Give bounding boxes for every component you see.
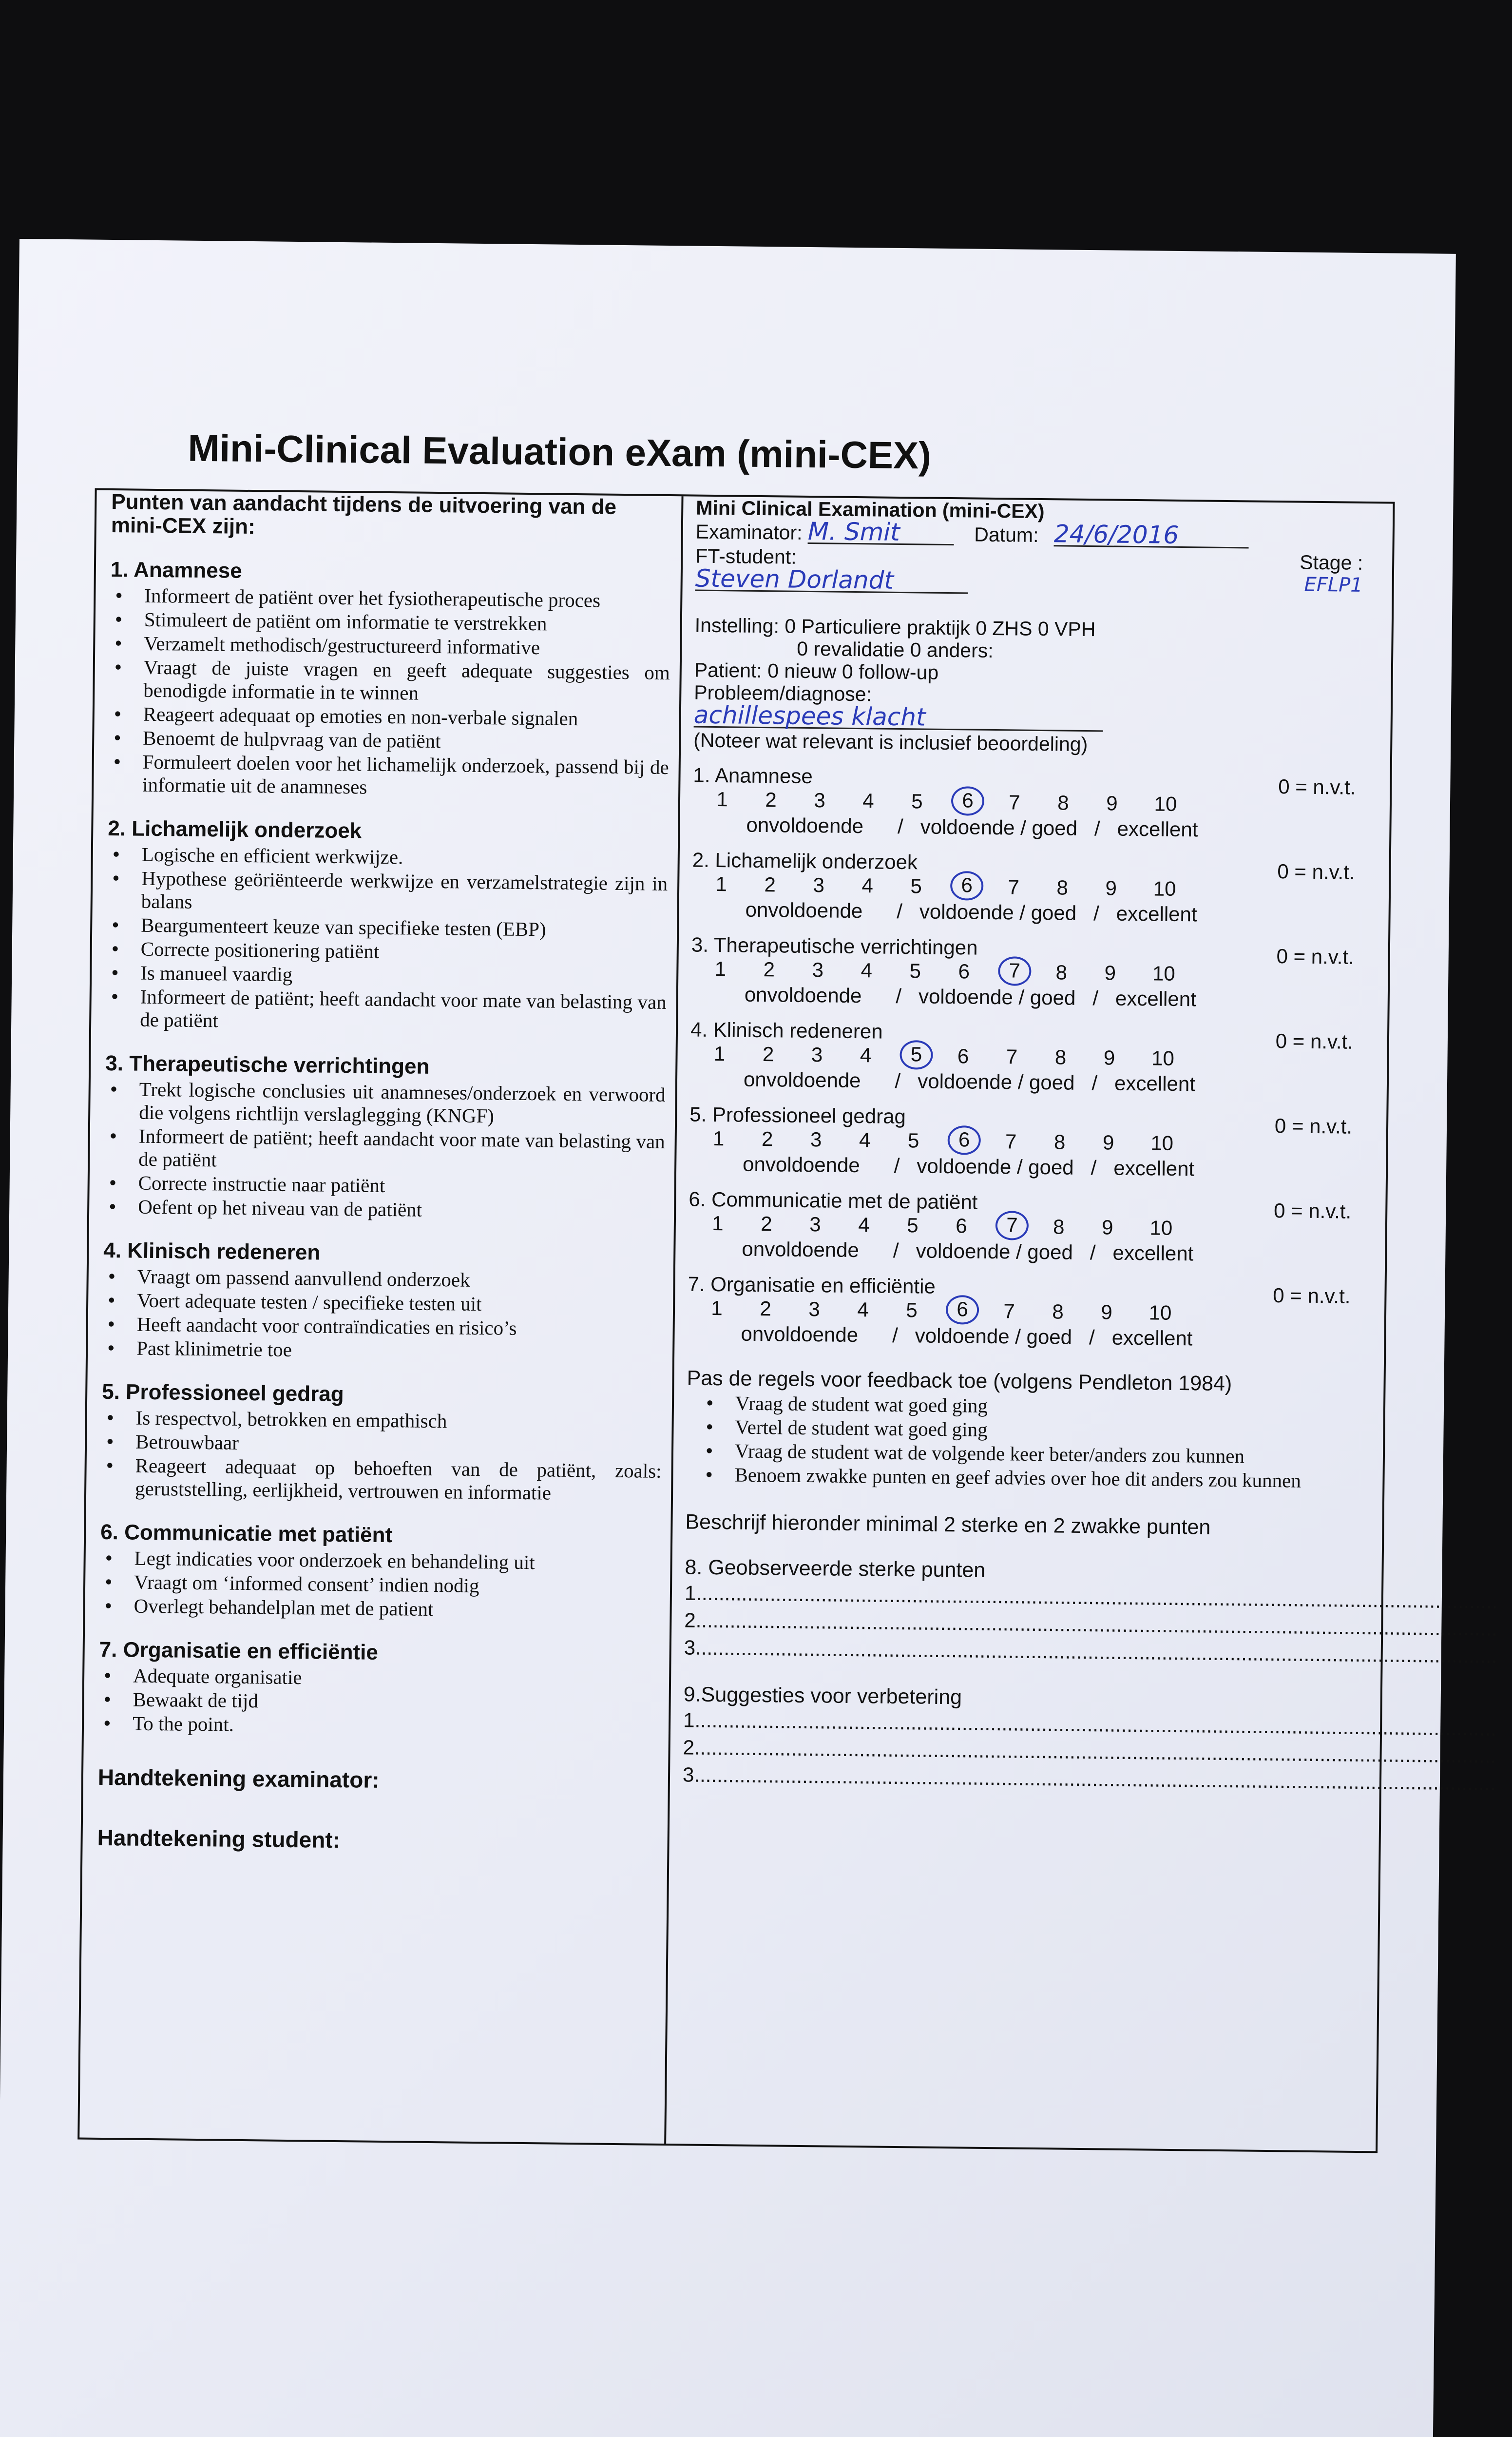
student-label: FT-student: [695,544,797,568]
score-option[interactable]: 2 [761,1127,773,1151]
nvt-label: 0 = n.v.t. [1276,945,1354,968]
feedback-item: • Vraag de student wat de volgende keer beter/anders zou kunnen [735,1440,1359,1469]
score-option[interactable]: 7 [998,956,1032,986]
form-table [77,488,1498,2153]
bullet-item: • Trekt logische conclusies uit anamneses/onderzoek en verwoord die volgens richtlijn verslaglegging (KNGF) [139,1078,666,1129]
bullet-item: • Beargumenteert keuze van specifieke testen (EBP) [141,914,667,942]
score-option[interactable]: 9 [1101,1216,1113,1239]
score-criterion [691,934,1374,1013]
score-option[interactable]: 8 [1052,1300,1064,1323]
criterion-title: 2. Lichamelijk onderzoek [692,848,918,874]
bullet-item: • Formuleert doelen voor het lichamelijk onderzoek, passend bij de informatie uit de anamneses [142,751,669,802]
score-option[interactable]: 3 [812,958,824,982]
feedback-list [686,1391,1359,1492]
score-option[interactable]: 5 [900,1040,933,1070]
criteria-section [106,815,669,1037]
bullet-item: • Voert adequate testen / specifieke testen uit [137,1289,663,1317]
score-option[interactable]: 7 [995,1211,1029,1240]
bullet-item: • Reageert adequaat op emoties en non-verbale signalen [143,703,670,731]
criteria-section [98,1637,660,1741]
student-field[interactable]: Steven Dorlandt [695,567,968,594]
line-number: 3. [684,1636,702,1659]
score-option[interactable]: 2 [763,958,775,981]
bullet-item: • Betrouwbaar [135,1431,662,1459]
nvt-label: 0 = n.v.t. [1273,1284,1351,1308]
score-option[interactable]: 3 [811,1043,823,1066]
section-bullets [108,584,670,802]
probleem-label: Probleem/diagnose: [694,681,872,706]
quality-legend: onvoldoende / voldoende / goed / excellent [746,813,1198,841]
noteer-note: (Noteer wat relevant is inclusief beoordeling) [693,729,1088,756]
bullet-item: • Bewaakt de tijd [133,1688,659,1717]
score-option[interactable]: 7 [1006,1045,1018,1068]
examinator-field[interactable]: M. Smit [808,520,954,545]
dotted-fill[interactable]: ............................................................................................................................................ [700,1736,1496,1767]
score-option[interactable]: 4 [859,1128,871,1152]
score-option[interactable]: 9 [1101,1300,1112,1324]
section-title: 6. Communicatie met patiënt [100,1520,393,1547]
criteria-section [102,1238,664,1365]
quality-legend: onvoldoende / voldoende / goed / excellent [744,983,1197,1011]
criteria-section [101,1379,663,1506]
criteria-sections [98,557,671,1741]
stage-label: Stage : [1300,551,1363,574]
nvt-label: 0 = n.v.t. [1274,1114,1353,1138]
score-option[interactable]: 5 [906,1298,918,1322]
section-title: 7. Organisatie en efficiëntie [99,1637,379,1664]
stage-field[interactable]: EFLP1 [1304,573,1363,597]
bullet-item: • Informeert de patiënt; heeft aandacht voor mate van belasting van de patiënt [140,986,667,1037]
criteria-section [99,1519,661,1623]
section-bullets [106,843,668,1037]
nvt-label: 0 = n.v.t. [1273,1199,1352,1223]
bullet-item: • Is respectvol, betrokken en empathisch [135,1407,662,1435]
section-bullets [98,1664,659,1741]
datum-field[interactable]: 24/6/2016 [1054,522,1249,548]
score-option[interactable]: 2 [760,1297,772,1320]
score-option[interactable]: 4 [861,874,874,897]
section-title: 5. Professioneel gedrag [101,1379,344,1407]
score-option[interactable]: 5 [906,1214,919,1237]
score-option[interactable]: 6 [947,1125,981,1155]
score-option[interactable]: 9 [1104,961,1116,985]
score-option[interactable]: 1 [716,788,728,811]
bullet-item: • Logische en efficient werkwijze. [142,843,668,871]
score-option[interactable]: 6 [958,960,970,983]
score-option[interactable]: 9 [1102,1131,1114,1154]
score-option[interactable]: 10 [1154,792,1177,815]
form-paper [0,239,1498,2437]
score-option[interactable]: 6 [955,1214,967,1238]
score-option[interactable]: 10 [1148,1301,1172,1324]
dotted-fill[interactable]: ............................................................................................................................................ [701,1636,1497,1667]
score-option[interactable]: 3 [810,1128,822,1151]
bullet-item: • Oefent op het niveau van de patiënt [138,1196,664,1224]
score-option[interactable]: 6 [957,1044,969,1068]
score-option[interactable]: 1 [713,1042,726,1065]
score-option[interactable]: 8 [1054,1045,1067,1069]
criteria-section [108,557,671,802]
score-option[interactable]: 4 [858,1213,870,1237]
score-option[interactable]: 1 [711,1296,723,1320]
score-option[interactable]: 9 [1106,792,1118,815]
section-title: 3. Therapeutische verrichtingen [105,1051,430,1079]
probleem-field[interactable]: achillespees klacht [694,704,1103,732]
score-option[interactable]: 1 [712,1127,725,1150]
bullet-item: • Hypothese geöriënteerde werkwijze en verzamelstrategie zijn in balans [141,867,668,918]
score-option[interactable]: 5 [909,959,921,983]
nvt-label: 0 = n.v.t. [1278,775,1356,799]
score-option[interactable]: 7 [1008,875,1020,899]
bullet-item: • Vraagt de juiste vragen en geeft adequate suggesties om benodigde informatie in te winnen [143,656,670,707]
criteria-header: Punten van aandacht tijdens de uitvoering van de mini-CEX zijn: [111,490,617,539]
section-title: 1. Anamnese [110,557,242,583]
score-option[interactable]: 1 [715,872,727,896]
section-bullets [104,1078,666,1224]
score-option[interactable]: 3 [808,1297,821,1321]
strong-points-title: 8. Geobserveerde sterke punten [685,1555,986,1582]
criterion-title: 6. Communicatie met de patiënt [689,1187,978,1214]
bullet-item: • Past klinimetrie toe [136,1337,663,1365]
line-number: 3. [682,1763,700,1786]
score-option[interactable]: 10 [1152,962,1175,985]
score-option[interactable]: 4 [860,1044,872,1067]
score-option[interactable]: 8 [1056,876,1069,899]
score-option[interactable]: 7 [1009,791,1020,814]
score-option[interactable]: 1 [711,1211,724,1235]
bullet-item: • Legt indicaties voor onderzoek en behandeling uit [134,1547,660,1575]
score-option[interactable]: 2 [764,873,776,896]
feedback-item: • Vraag de student wat goed ging [735,1392,1359,1421]
patient-row: Patient: 0 nieuw 0 follow-up [694,658,939,684]
score-criteria [687,764,1375,1353]
line-number: 2. [684,1608,702,1632]
dotted-fill[interactable]: ............................................................................................................................................ [701,1608,1498,1640]
bullet-item: • Heeft aandacht voor contraïndicaties en risico’s [136,1313,663,1341]
score-option[interactable]: 10 [1153,877,1176,900]
criterion-title: 5. Professioneel gedrag [689,1102,906,1128]
criteria-column [97,490,671,1857]
describe-instruction: Beschrijf hieronder minimal 2 sterke en 2 zwakke punten [685,1510,1211,1539]
quality-legend: onvoldoende / voldoende / goed / excellent [741,1322,1193,1350]
score-option[interactable]: 9 [1103,1046,1115,1069]
score-option[interactable]: 6 [946,1295,979,1325]
score-criterion [691,849,1374,928]
dotted-fill[interactable]: ............................................................................................................................................ [701,1581,1498,1613]
assessment-column [682,496,1498,1796]
score-option[interactable]: 7 [1005,1130,1017,1153]
assessment-header: Mini Clinical Examination (mini-CEX) [696,496,1045,523]
score-option[interactable]: 7 [1003,1299,1015,1323]
bullet-item: • Is manueel vaardig [140,962,667,990]
nvt-label: 0 = n.v.t. [1277,860,1355,884]
examinator-label: Examinator: [695,520,803,544]
section-bullets [99,1547,660,1623]
score-option[interactable]: 3 [814,789,825,812]
score-option[interactable]: 5 [907,1129,919,1152]
line-number: 2. [683,1736,700,1759]
section-title: 4. Klinisch redeneren [103,1238,321,1265]
score-option[interactable]: 8 [1057,791,1069,814]
score-criterion [689,1103,1372,1183]
bullet-item: • To the point. [133,1712,659,1741]
dotted-fill[interactable]: ............................................................................................................................................ [700,1708,1497,1740]
suggestions-title: 9.Suggesties voor verbetering [683,1683,962,1709]
bullet-item: • Verzamelt methodisch/gestructureerd informative [144,632,670,660]
student-signature-label: Handtekening student: [97,1824,341,1853]
criterion-title: 7. Organisatie en efficiëntie [688,1272,936,1298]
bullet-item: • Correcte instructie naar patiënt [138,1172,664,1200]
score-option[interactable]: 8 [1053,1130,1066,1154]
nvt-label: 0 = n.v.t. [1275,1029,1354,1053]
score-option[interactable]: 3 [809,1213,821,1236]
score-option[interactable]: 9 [1105,876,1117,900]
bullet-item: • Stimuleert de patiënt om informatie te verstrekken [144,608,670,637]
quality-legend: onvoldoende / voldoende / goed / excellent [742,1237,1194,1265]
score-option[interactable]: 2 [765,788,777,812]
bullet-item: • Overlegt behandelplan met de patient [134,1595,660,1623]
bullet-item: • Benoemt de hulpvraag van de patiënt [143,727,669,755]
quality-legend: onvoldoende / voldoende / goed / excellent [745,898,1197,926]
bullet-item: • Vraagt om ‘informed consent’ indien nodig [134,1571,660,1599]
datum-label: Datum: [974,523,1039,546]
bullet-item: • Adequate organisatie [133,1664,659,1693]
dotted-fill[interactable]: ............................................................................................................................................ [699,1763,1496,1795]
score-option[interactable]: 5 [911,790,923,813]
section-title: 2. Lichamelijk onderzoek [108,816,362,843]
feedback-title: Pas de regels voor feedback toe (volgens Pendleton 1984) [687,1366,1232,1396]
score-option[interactable]: 8 [1053,1215,1065,1238]
criterion-title: 4. Klinisch redeneren [690,1018,883,1043]
line-number: 1. [684,1581,702,1605]
form-title: Mini-Clinical Evaluation eXam (mini-CEX) [188,426,932,477]
score-option[interactable]: 10 [1149,1216,1173,1239]
score-option[interactable]: 4 [862,789,874,812]
suggestions-lines [682,1706,1497,1796]
score-criterion [688,1188,1371,1267]
strong-points-lines [684,1579,1498,1668]
score-option[interactable]: 10 [1151,1046,1175,1070]
bullet-item: • Reageert adequaat op behoeften van de patiënt, zoals: geruststelling, eerlijkheid, vertrouwen en informatie [135,1454,662,1506]
score-option[interactable]: 4 [861,959,873,982]
score-option[interactable]: 4 [857,1298,869,1321]
score-option[interactable]: 3 [813,873,825,897]
quality-legend: onvoldoende / voldoende / goed / excellent [742,1152,1195,1180]
examiner-signature-label: Handtekening examinator: [97,1764,380,1793]
quality-legend: onvoldoende / voldoende / goed / excellent [743,1067,1196,1096]
criterion-title: 1. Anamnese [693,763,813,788]
score-criterion [692,764,1375,844]
score-option[interactable]: 6 [951,786,985,816]
bullet-item: • Vraagt om passend aanvullend onderzoek [137,1265,663,1294]
score-criterion [687,1273,1370,1352]
section-bullets [101,1406,662,1506]
criterion-title: 3. Therapeutische verrichtingen [691,933,978,959]
bullet-item: • Informeert de patiënt; heeft aandacht voor mate van belasting van de patiënt [138,1125,665,1176]
feedback-item: • Benoem zwakke punten en geef advies over hoe dit anders zou kunnen [734,1464,1358,1493]
score-option[interactable]: 10 [1150,1131,1174,1155]
score-criterion [690,1019,1373,1098]
feedback-item: • Vertel de student wat goed ging [735,1416,1359,1445]
score-option[interactable]: 1 [714,957,727,981]
score-option[interactable]: 6 [950,871,984,901]
instelling-row: Instelling: 0 Particuliere praktijk 0 ZHS 0 VPH [694,614,1096,641]
section-bullets [102,1265,664,1365]
criteria-section [104,1050,666,1224]
score-option[interactable]: 2 [762,1043,774,1066]
score-option[interactable]: 8 [1055,961,1068,984]
score-option[interactable]: 5 [910,874,922,898]
instelling-row-2: 0 revalidatie 0 anders: [797,637,994,662]
bullet-item: • Informeert de patiënt over het fysiotherapeutische proces [144,584,670,613]
bullet-item: • Correcte positionering patiënt [141,938,667,966]
score-option[interactable]: 2 [760,1212,772,1236]
line-number: 1. [683,1708,701,1732]
